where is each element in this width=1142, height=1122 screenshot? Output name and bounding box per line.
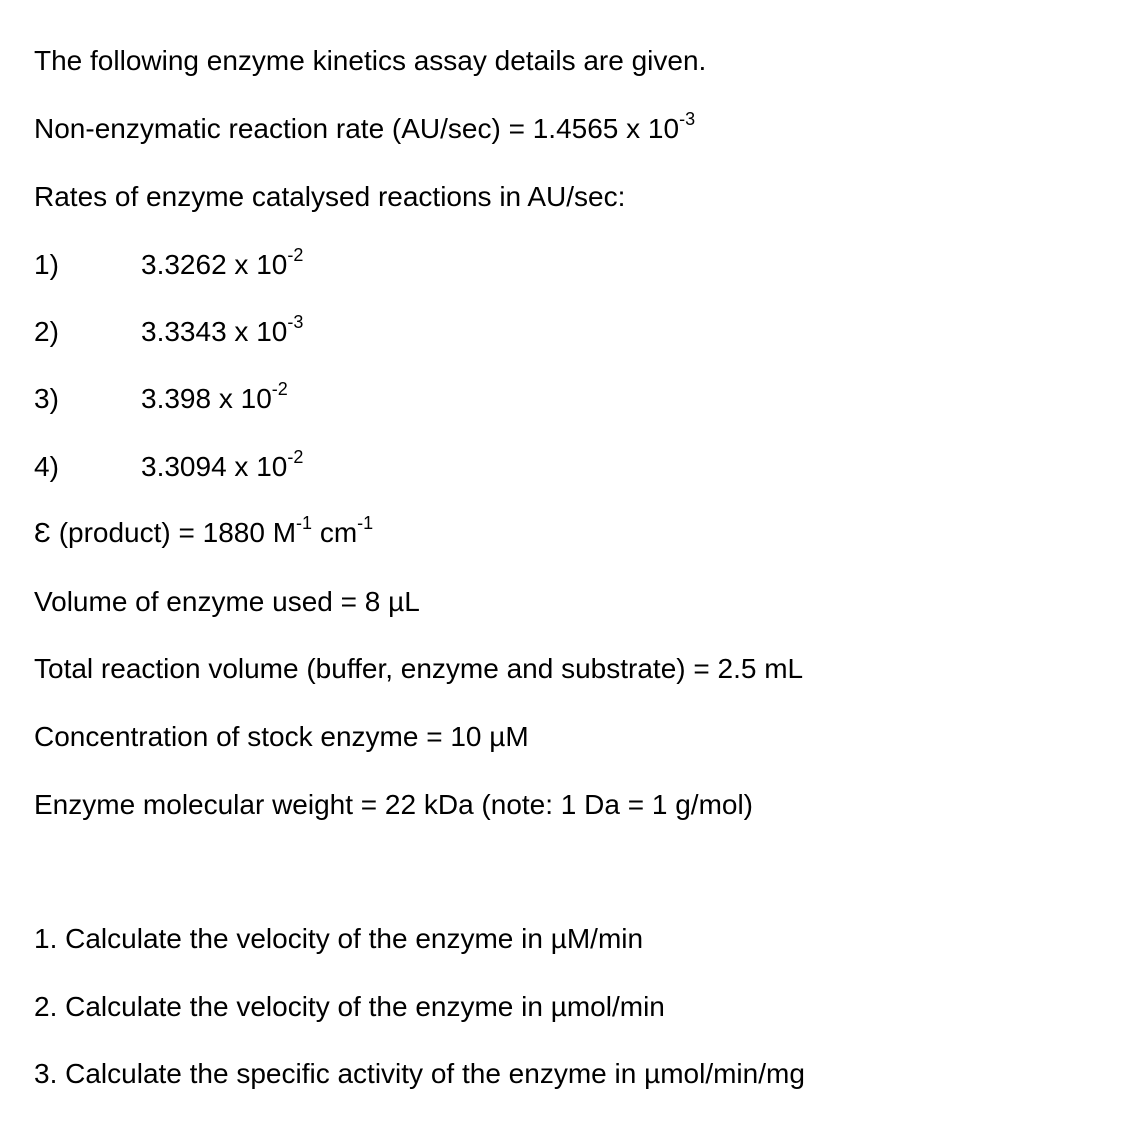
stock-concentration: Concentration of stock enzyme = 10 µM [34,721,529,752]
non-enzymatic-rate-exponent: -3 [679,108,696,129]
intro-text: The following enzyme kinetics assay details are given. [34,45,707,76]
rate-item [34,446,304,484]
question-item: 2. Calculate the velocity of the enzyme in µmol/min [34,991,665,1022]
molecular-weight: Enzyme molecular weight = 22 kDa (note: 1 Da = 1 g/mol) [34,789,754,820]
extinction-exponent-cm: -1 [357,512,374,533]
rates-heading: Rates of enzyme catalysed reactions in AU/sec: [34,181,626,212]
rate-item-exponent: -2 [287,446,304,467]
rate-item [34,311,304,349]
rate-item [34,244,304,282]
extinction-unit-cm: cm [312,517,358,548]
extinction-exponent-m: -1 [296,512,313,533]
rate-item-value: 3.3262 x 10 [141,249,288,280]
rate-item-exponent: -2 [271,378,288,399]
non-enzymatic-rate [34,108,696,146]
rate-item-value: 3.3094 x 10 [141,451,288,482]
rate-item-number: 2) [34,316,59,347]
rate-item-value: 3.398 x 10 [141,383,272,414]
extinction-coefficient-prefix: Ɛ (product) = 1880 M [34,517,297,548]
rate-item-exponent: -3 [287,311,304,332]
question-item: 3. Calculate the specific activity of the enzyme in µmol/min/mg [34,1058,805,1089]
total-volume: Total reaction volume (buffer, enzyme and substrate) = 2.5 mL [34,653,804,684]
extinction-coefficient [34,512,374,550]
rate-item-value: 3.3343 x 10 [141,316,288,347]
rate-item-number: 1) [34,249,59,280]
question-item: 1. Calculate the velocity of the enzyme in µM/min [34,923,644,954]
rate-item-exponent: -2 [287,244,304,265]
rate-item-number: 4) [34,451,59,482]
rate-item [34,378,288,416]
rate-item-number: 3) [34,383,59,414]
enzyme-volume: Volume of enzyme used = 8 µL [34,586,420,617]
non-enzymatic-rate-label: Non-enzymatic reaction rate (AU/sec) = 1.4565 x 10 [34,113,680,144]
